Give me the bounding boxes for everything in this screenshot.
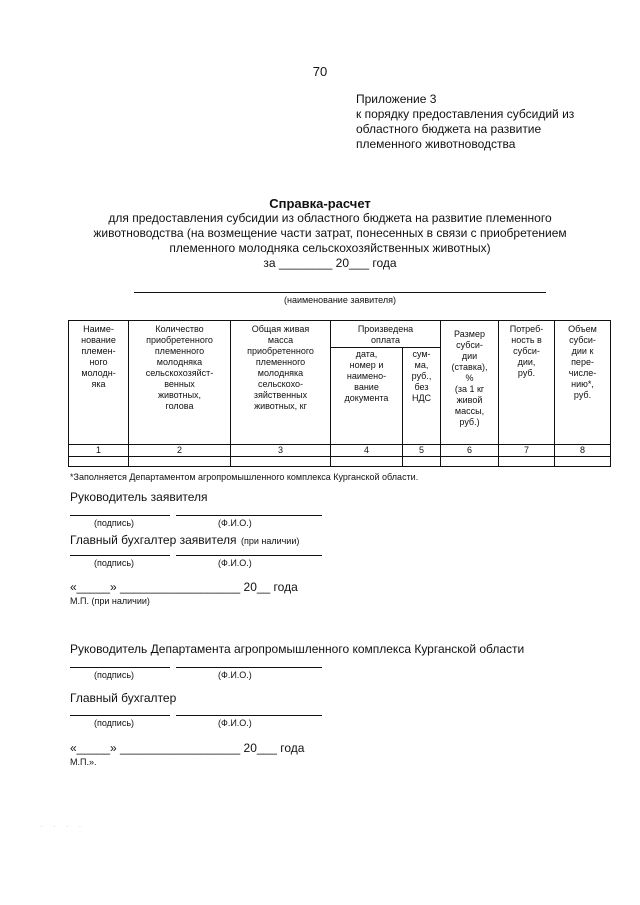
appendix-line: племенного животноводства [356,137,516,151]
date-line[interactable]: «_____» __________________ 20__ года [70,580,298,594]
signature-caption: (подпись) [94,670,135,680]
signature-line[interactable] [70,715,170,716]
signature-line[interactable] [70,667,170,668]
column-number: 1 [69,445,129,457]
name-line[interactable] [176,667,322,668]
table-cell[interactable] [499,457,555,467]
scan-specks: · · · · [40,822,86,831]
table-cell[interactable] [555,457,611,467]
table-cell[interactable] [403,457,441,467]
calculation-table [68,320,611,467]
appendix-line: к порядку предоставления субсидий из [356,107,575,121]
chief-accountant-applicant [70,531,299,549]
signature-line[interactable] [70,515,170,516]
subheader-sum: сум- ма, руб., без НДС [403,348,441,445]
signature-caption: (подпись) [94,518,135,528]
subtitle-line: племенного молодняка сельскохозяйственных животных) [169,241,491,255]
name-line[interactable] [176,715,322,716]
stamp-note: М.П.». [70,757,97,767]
name-caption: (Ф.И.О.) [218,670,252,680]
head-applicant-label: Руководитель заявителя [70,490,208,504]
table-cell[interactable] [441,457,499,467]
name-caption: (Ф.И.О.) [218,718,252,728]
name-caption: (Ф.И.О.) [218,558,252,568]
subtitle-line: за ________ 20___ года [263,256,397,270]
header-subsidy-amount: Объем субси- дии к пере- числе- нию*, руб. [555,321,611,445]
page-number: 70 [312,64,328,79]
table-row[interactable] [69,457,611,467]
chief-accountant-label: Главный бухгалтер [70,691,177,705]
subheader-document: дата, номер и наимено- вание документа [331,348,403,445]
header-name: Наиме- нование племен- ного молодн- яка [69,321,129,445]
if-any-note: (при наличии) [240,536,300,546]
head-department-label: Руководитель Департамента агропромышленного комплекса Курганской области [70,642,525,656]
table-cell[interactable] [69,457,129,467]
header-subsidy-rate: Размер субси- дии (ставка), % (за 1 кг живой массы, руб.) [441,321,499,445]
column-number: 7 [499,445,555,457]
column-number: 4 [331,445,403,457]
applicant-caption: (наименование заявителя) [283,295,397,305]
name-caption: (Ф.И.О.) [218,518,252,528]
signature-line[interactable] [70,555,170,556]
document-title: Справка-расчет [269,196,371,211]
subtitle-line: животноводства (на возмещение части затрат, понесенных в связи с приобретением [93,226,567,240]
column-number: 5 [403,445,441,457]
column-number: 6 [441,445,499,457]
table-cell[interactable] [129,457,231,467]
column-number: 2 [129,445,231,457]
stamp-note: М.П. (при наличии) [70,596,150,606]
name-line[interactable] [176,515,322,516]
column-number: 3 [231,445,331,457]
appendix-header [356,92,574,152]
appendix-line: областного бюджета на развитие [356,122,542,136]
table-cell[interactable] [231,457,331,467]
header-quantity: Количество приобретенного племенного молодняка сельскохозяйст- венных животных, голова [129,321,231,445]
date-line[interactable]: «_____» __________________ 20___ года [70,741,305,755]
header-live-weight: Общая живая масса приобретенного племенного молодняка сельскохо- зяйственных животных, кг [231,321,331,445]
header-payment: Произведена оплата [331,321,441,348]
header-subsidy-need: Потреб- ность в субси- дии, руб. [499,321,555,445]
column-number: 8 [555,445,611,457]
applicant-name-line[interactable] [134,292,546,293]
footnote: *Заполняется Департаментом агропромышленного комплекса Курганской области. [70,472,419,482]
signature-caption: (подпись) [94,558,135,568]
name-line[interactable] [176,555,322,556]
document-subtitle [60,211,600,271]
chief-accountant-applicant-label: Главный бухгалтер заявителя [70,533,237,547]
signature-caption: (подпись) [94,718,135,728]
subtitle-line: для предоставления субсидии из областного бюджета на развитие племенного [108,211,552,225]
table-cell[interactable] [331,457,403,467]
appendix-line: Приложение 3 [356,92,437,106]
